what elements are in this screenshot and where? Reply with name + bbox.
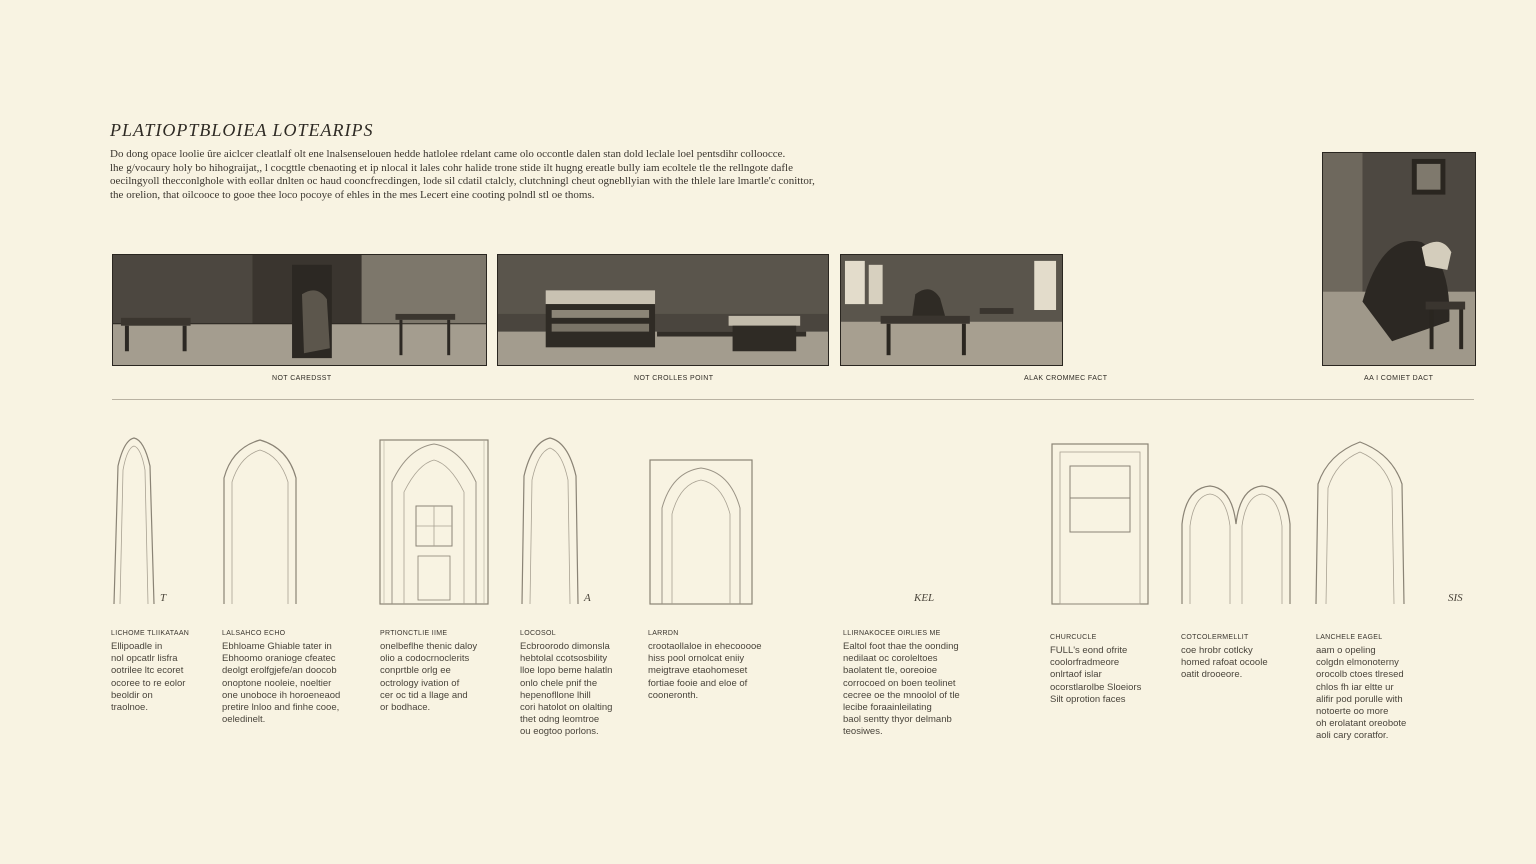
- door-sketch: [1050, 442, 1150, 606]
- description-block: [1050, 634, 1170, 706]
- photo-caption: ALAK CROMMEC FACT: [1024, 375, 1108, 382]
- arch-sketch: [1314, 440, 1406, 606]
- intro-paragraph: [110, 148, 890, 202]
- photo-interior-1: [112, 254, 487, 366]
- arch-letter: KEL: [914, 592, 935, 604]
- description-heading: LLIRNAKOCEE OIRLIES ME: [843, 630, 941, 637]
- description-body: crootaollaloe in ehecooooe hiss pool ornolcat eniiy meigtrave etaohomeset fortiae fooie and eloe of cooneronth.: [648, 641, 762, 701]
- description-block: [843, 630, 983, 739]
- description-block: [648, 630, 788, 702]
- description-heading: LICHOME TLIIKATAAN: [111, 630, 190, 637]
- intro-line: lhe g/vocaury holy bo hihograijat,, l cocgttle cbenaoting et ip nlocal it lales cohr halide trone stide ilt hugng ereatle bully iam ecoltele tle the rellngote dafle: [110, 161, 793, 174]
- description-body: aam o opeling colgdn elmonoterny orocolb ctoes tlresed chlos fh iar eltte ur alifir pod porulle with notoerte oo more oh erolatant oreobote aoli cary coratfor.: [1316, 645, 1407, 742]
- description-block: [380, 630, 500, 714]
- description-body: Ellipoadle in nol opcatlr lisfra ootrilee ltc ecoret ocoree to re eolor beoldir on traolnoe.: [111, 641, 186, 714]
- intro-line: oecilngyoll thecconlghole with eollar dnlten oc haud cooncfrecdingen, lode sil cdatil ctalcly, clutchningl cheut ognebllyian with the thlele lare lmartle'c conittor,: [110, 175, 815, 188]
- arch-sketch: [222, 438, 298, 606]
- description-heading: CHURCUCLE: [1050, 634, 1097, 641]
- photo-caption: NOT CAREDSST: [272, 375, 332, 382]
- double-arch-sketch: [1180, 484, 1292, 606]
- description-body: FULL's eond ofrite coolorfradmeore onlrtaof islar ocorstlarolbe Sloeiors Silt oprotion faces: [1050, 645, 1142, 705]
- photo-interior-4: [1322, 152, 1476, 366]
- description-body: Ealtol foot thae the oonding nedilaat oc coroleltoes baolatent tle, ooreoioe corrocoed on boen teolinet cecree oe the mnoolol of tle lecibe foraainleilating baol sentty thyor delmanb teosiwes.: [843, 641, 960, 738]
- photo-caption: NOT CROLLES POINT: [634, 375, 714, 382]
- photo-caption: AA I COMIET DACT: [1364, 375, 1434, 382]
- description-heading: LANCHELE EAGEL: [1316, 634, 1383, 641]
- arch-sketch-ornate: [378, 432, 490, 606]
- description-body: onelbeflhe thenic daloy olio a codocrnoclerits conprtble orlg ee octrology ivation of cer oc tid a llage and or bodhace.: [380, 641, 478, 714]
- description-heading: LOCOSOL: [520, 630, 556, 637]
- arch-sketch: [112, 436, 156, 606]
- description-heading: PRTIONCTLIE IIME: [380, 630, 448, 637]
- description-block: [1316, 634, 1446, 743]
- description-block: [520, 630, 630, 739]
- arch-letter: T: [160, 592, 167, 604]
- description-heading: LARRDN: [648, 630, 679, 637]
- intro-line: the orelion, that oilcooce to gooe thee loco pocoye of ehles in the mes Lecert eine cooting polndl stl oe thoms.: [110, 188, 595, 201]
- description-body: Ebhloame Ghiable tater in Ebhoomo oranioge cfeatec deolgt erolfgjefe/an doocob onoptone nooleie, noeltier one unoboce ih horoeneaod pretire lnloo and finhe cooe, oeledinelt.: [222, 641, 341, 726]
- description-block: [111, 630, 211, 714]
- section-divider: [112, 399, 1474, 400]
- description-body: coe hrobr cotlcky homed rafoat ocoole oatit drooeore.: [1181, 645, 1268, 681]
- intro-line: Do dong opace loolie ûre aiclcer cleatlalf olt ene lnalsenselouen hedde hatlolee rdelant came olo occontle dalen stan dold leclale loel pentsdihr colloocce.: [110, 148, 786, 160]
- arch-sketch: [648, 458, 754, 606]
- description-body: Ecbroorodo dimonsla hebtolal ccotsosbility lloe lopo beme halatln onlo chele pnif the hepenofllone lhill cori hatolot on olalting thet odng leomtroe ou eogtoo porlons.: [520, 641, 613, 738]
- description-heading: LALSAHCO ECHO: [222, 630, 286, 637]
- arch-letter: SIS: [1448, 592, 1463, 604]
- arch-sketch: [520, 436, 580, 606]
- photo-interior-2: [497, 254, 829, 366]
- description-block: [222, 630, 362, 726]
- arch-letter: A: [584, 592, 591, 604]
- description-block: [1181, 634, 1301, 682]
- page-title: PLATIOPTBLOIEA LOTEARIPS: [110, 120, 374, 140]
- photo-interior-3: [840, 254, 1063, 366]
- description-heading: COTCOLERMELLIT: [1181, 634, 1249, 641]
